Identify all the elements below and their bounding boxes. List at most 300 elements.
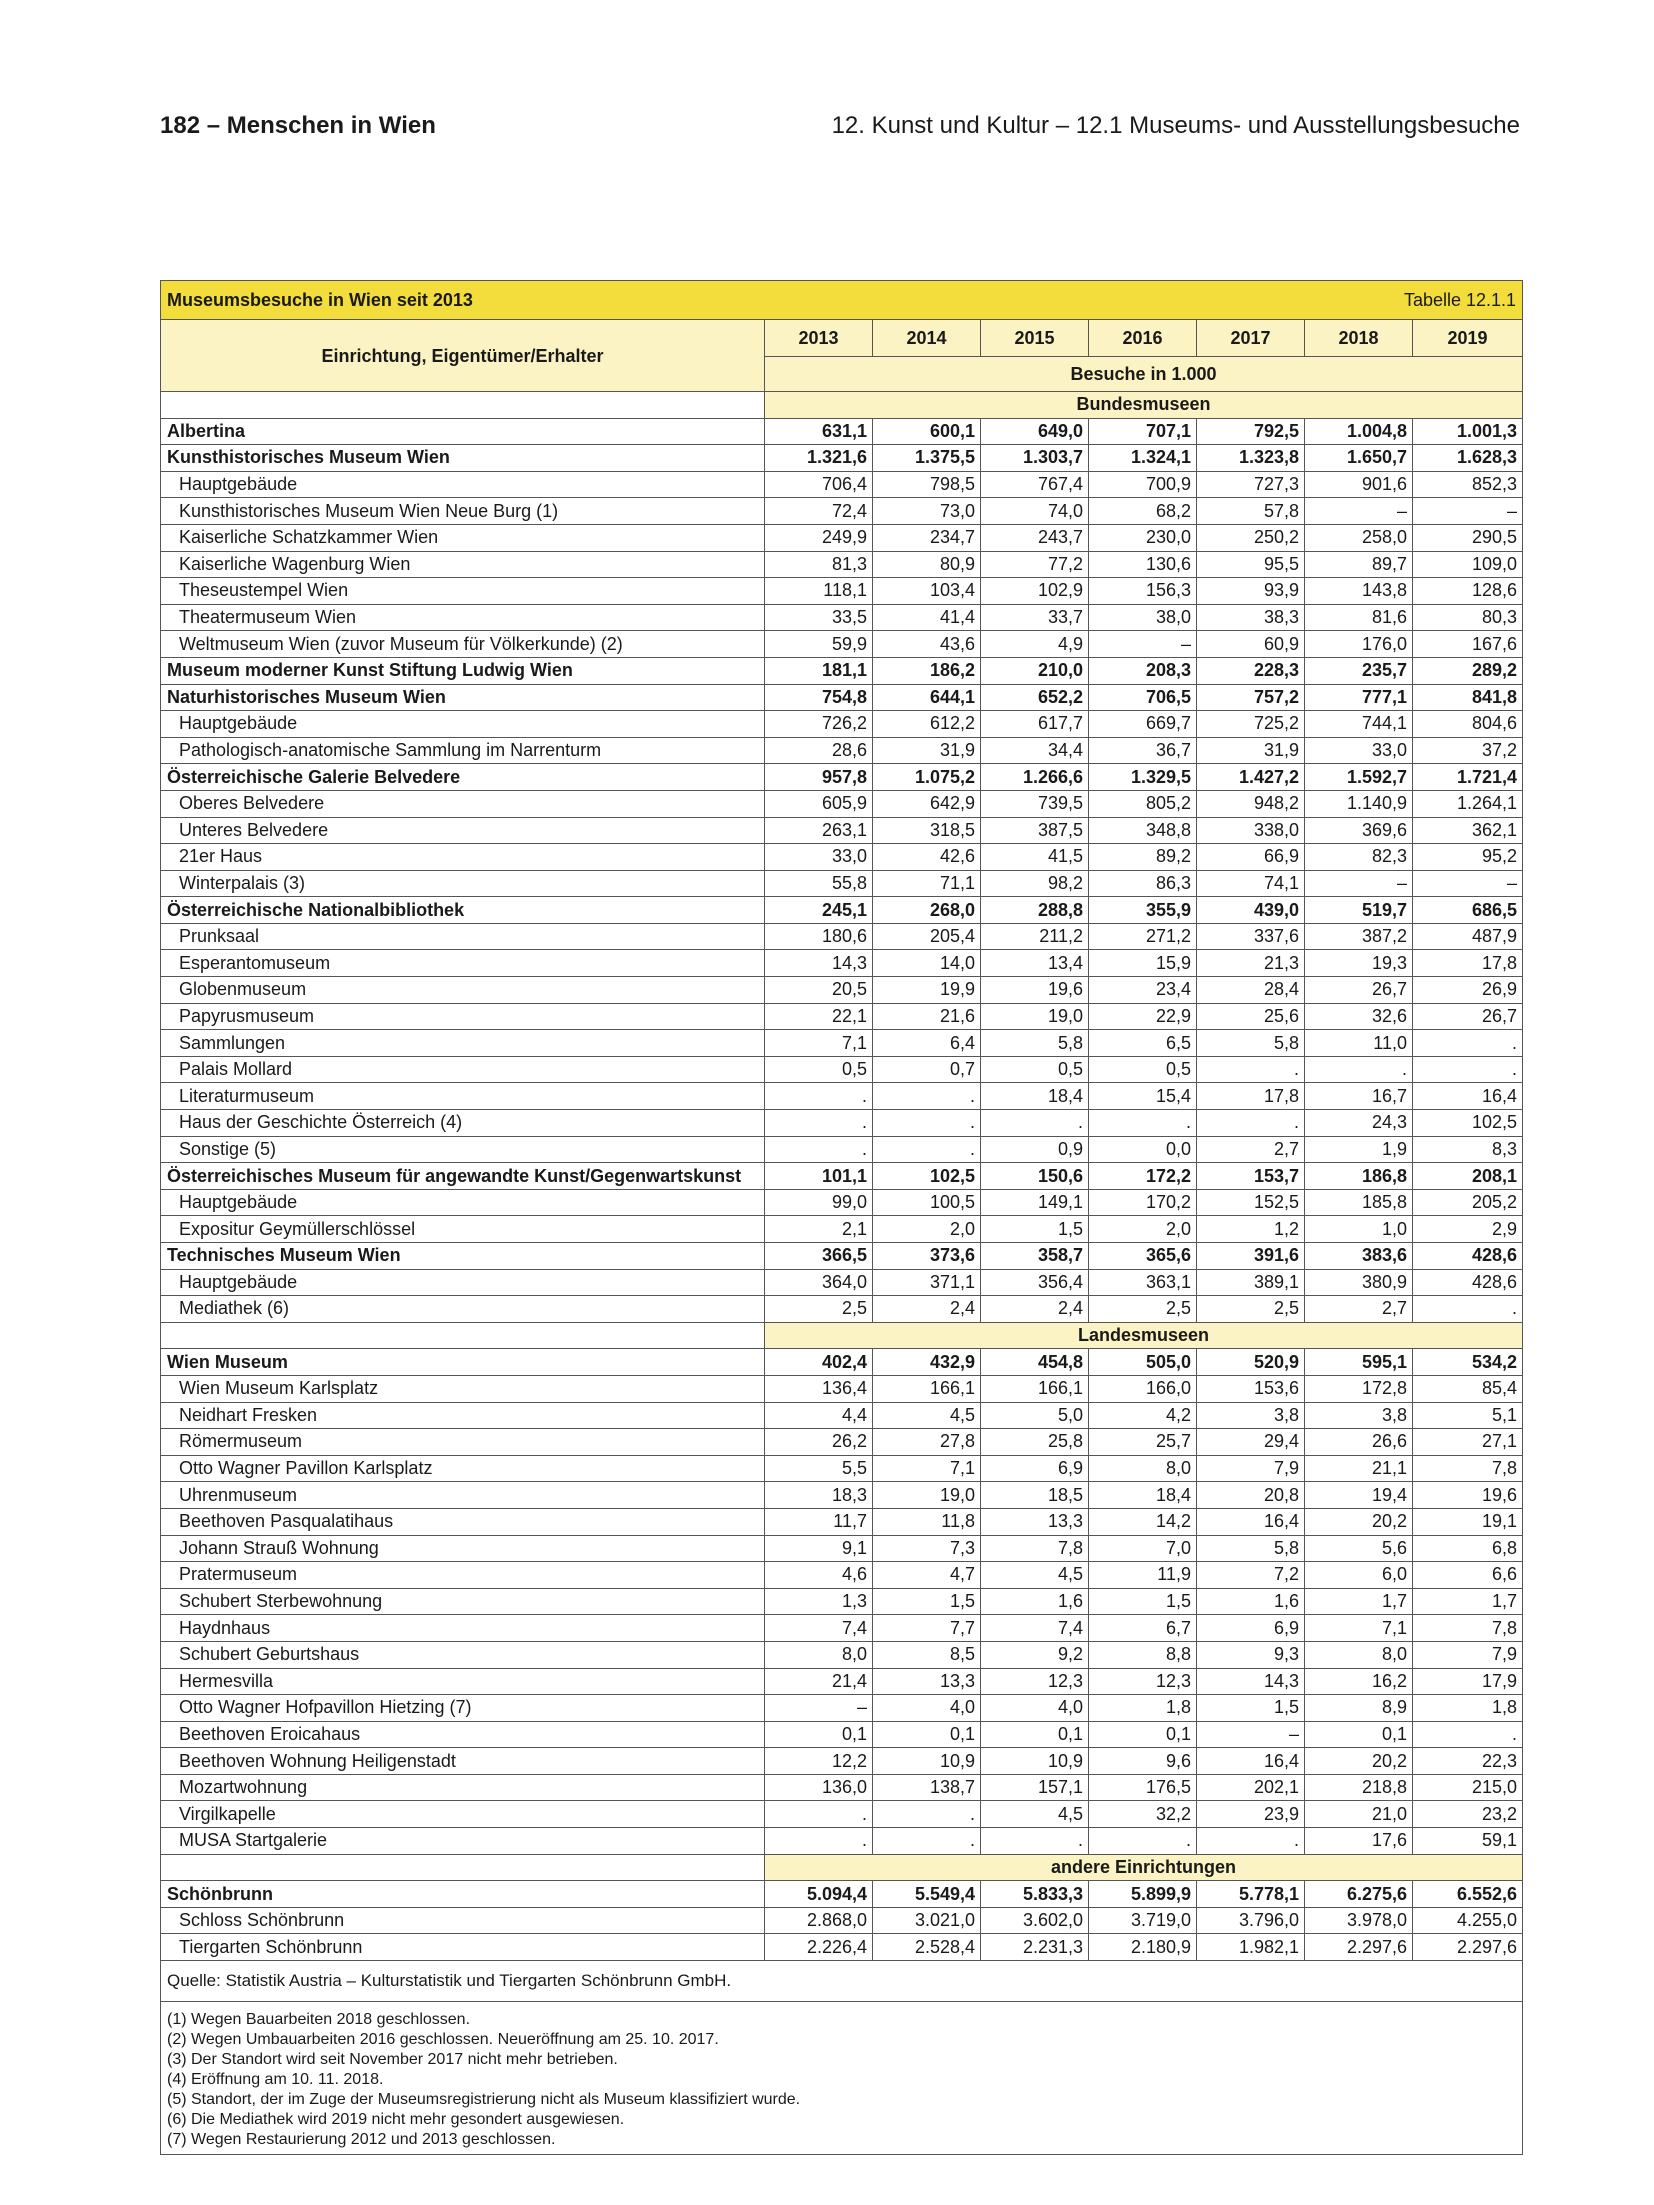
page-header <box>160 112 1520 148</box>
value-cell: 205,4 <box>873 923 981 950</box>
value-cell: 15,4 <box>1089 1083 1197 1110</box>
value-cell: 0,0 <box>1089 1136 1197 1163</box>
institution-label: Museum moderner Kunst Stiftung Ludwig Wien <box>161 657 765 684</box>
institution-label: Naturhistorisches Museum Wien <box>161 684 765 711</box>
value-cell: 1.323,8 <box>1197 445 1305 472</box>
value-cell: 649,0 <box>981 418 1089 445</box>
value-cell: 23,2 <box>1413 1801 1523 1828</box>
institution-label: Österreichisches Museum für angewandte Kunst/Gegenwartskunst <box>161 1163 765 1190</box>
table-row <box>161 817 1523 844</box>
value-cell: 5,6 <box>1305 1535 1413 1562</box>
value-cell: 0,9 <box>981 1136 1089 1163</box>
value-cell: 3.796,0 <box>1197 1907 1305 1934</box>
value-cell: 391,6 <box>1197 1243 1305 1270</box>
value-cell: 7,3 <box>873 1535 981 1562</box>
value-cell: 14,3 <box>1197 1668 1305 1695</box>
value-cell: 804,6 <box>1413 711 1523 738</box>
value-cell: 19,9 <box>873 977 981 1004</box>
value-cell: 5.833,3 <box>981 1881 1089 1908</box>
value-cell: 948,2 <box>1197 790 1305 817</box>
value-cell: 3.021,0 <box>873 1907 981 1934</box>
institution-label: MUSA Startgalerie <box>161 1828 765 1855</box>
value-cell: 631,1 <box>765 418 873 445</box>
value-cell: 2.528,4 <box>873 1934 981 1961</box>
value-cell: 1.375,5 <box>873 445 981 472</box>
value-cell: 16,7 <box>1305 1083 1413 1110</box>
year-header-row <box>161 320 1523 357</box>
value-cell: 100,5 <box>873 1189 981 1216</box>
value-cell: 387,5 <box>981 817 1089 844</box>
value-cell: 19,6 <box>1413 1482 1523 1509</box>
value-cell: 74,0 <box>981 498 1089 525</box>
source-row <box>161 1961 1523 2002</box>
value-cell: 1,5 <box>1089 1588 1197 1615</box>
institution-label: Uhrenmuseum <box>161 1482 765 1509</box>
value-cell: 2,7 <box>1197 1136 1305 1163</box>
value-cell: 33,5 <box>765 604 873 631</box>
value-cell: 1.266,6 <box>981 764 1089 791</box>
value-cell: 852,3 <box>1413 471 1523 498</box>
value-cell: 10,9 <box>981 1748 1089 1775</box>
value-cell: 364,0 <box>765 1269 873 1296</box>
institution-label: Sammlungen <box>161 1030 765 1057</box>
table-row <box>161 578 1523 605</box>
value-cell: 22,9 <box>1089 1003 1197 1030</box>
value-cell: 82,3 <box>1305 844 1413 871</box>
value-cell: 31,9 <box>1197 737 1305 764</box>
section-spacer <box>161 1322 765 1349</box>
institution-label: Haus der Geschichte Österreich (4) <box>161 1110 765 1137</box>
value-cell: 3.719,0 <box>1089 1907 1197 1934</box>
value-cell: 6.275,6 <box>1305 1881 1413 1908</box>
value-cell: 726,2 <box>765 711 873 738</box>
table-row <box>161 1296 1523 1323</box>
institution-label: Beethoven Eroicahaus <box>161 1721 765 1748</box>
table-row <box>161 1030 1523 1057</box>
value-cell: – <box>1413 498 1523 525</box>
value-cell: . <box>1413 1030 1523 1057</box>
value-cell: 26,7 <box>1305 977 1413 1004</box>
table-row <box>161 1615 1523 1642</box>
table-title: Museumsbesuche in Wien seit 2013 <box>167 290 473 310</box>
footnote: (1) Wegen Bauarbeiten 2018 geschlossen. <box>167 2011 471 2029</box>
value-cell: . <box>981 1828 1089 1855</box>
value-cell: 2.297,6 <box>1413 1934 1523 1961</box>
value-cell: 3,8 <box>1197 1402 1305 1429</box>
value-cell: 4.255,0 <box>1413 1907 1523 1934</box>
value-cell: 186,8 <box>1305 1163 1413 1190</box>
value-cell: 957,8 <box>765 764 873 791</box>
institution-label: Unteres Belvedere <box>161 817 765 844</box>
value-cell: 6,4 <box>873 1030 981 1057</box>
value-cell: 55,8 <box>765 870 873 897</box>
value-cell: 1.628,3 <box>1413 445 1523 472</box>
institution-label: Literaturmuseum <box>161 1083 765 1110</box>
section-spacer <box>161 1854 765 1881</box>
value-cell: 371,1 <box>873 1269 981 1296</box>
year-header: 2017 <box>1197 320 1305 357</box>
value-cell: 380,9 <box>1305 1269 1413 1296</box>
value-cell: 17,9 <box>1413 1668 1523 1695</box>
table-row <box>161 1641 1523 1668</box>
value-cell: 1.140,9 <box>1305 790 1413 817</box>
value-cell: – <box>1305 498 1413 525</box>
value-cell: – <box>765 1695 873 1722</box>
page-number-title: 182 – Menschen in Wien <box>160 112 436 139</box>
value-cell: 22,1 <box>765 1003 873 1030</box>
value-cell: 42,6 <box>873 844 981 871</box>
institution-label: Prunksaal <box>161 923 765 950</box>
table-row <box>161 657 1523 684</box>
value-cell: 727,3 <box>1197 471 1305 498</box>
value-cell: 7,9 <box>1197 1455 1305 1482</box>
table-row <box>161 977 1523 1004</box>
value-cell: 744,1 <box>1305 711 1413 738</box>
value-cell: 318,5 <box>873 817 981 844</box>
table-row <box>161 923 1523 950</box>
value-cell: 2.226,4 <box>765 1934 873 1961</box>
value-cell: 172,8 <box>1305 1375 1413 1402</box>
value-cell: 13,3 <box>873 1668 981 1695</box>
value-cell: 95,2 <box>1413 844 1523 871</box>
value-cell: 7,1 <box>765 1030 873 1057</box>
value-cell: 80,9 <box>873 551 981 578</box>
value-cell: 170,2 <box>1089 1189 1197 1216</box>
institution-label: Neidhart Fresken <box>161 1402 765 1429</box>
value-cell: 2.868,0 <box>765 1907 873 1934</box>
value-cell: 180,6 <box>765 923 873 950</box>
institution-label: Österreichische Nationalbibliothek <box>161 897 765 924</box>
value-cell: 767,4 <box>981 471 1089 498</box>
table-row <box>161 1535 1523 1562</box>
value-cell: 73,0 <box>873 498 981 525</box>
chapter-title: 12. Kunst und Kultur – 12.1 Museums- und Ausstellungsbesuche <box>831 112 1520 139</box>
value-cell: . <box>873 1110 981 1137</box>
section-spacer <box>161 392 765 419</box>
value-cell: 373,6 <box>873 1243 981 1270</box>
value-cell: 9,6 <box>1089 1748 1197 1775</box>
value-cell: 387,2 <box>1305 923 1413 950</box>
footnotes-row <box>161 2002 1523 2155</box>
value-cell: 1,5 <box>1197 1695 1305 1722</box>
value-cell: 1,8 <box>1089 1695 1197 1722</box>
table-row <box>161 1934 1523 1961</box>
value-cell: 27,8 <box>873 1429 981 1456</box>
value-cell: 149,1 <box>981 1189 1089 1216</box>
value-cell: 3,8 <box>1305 1402 1413 1429</box>
table-row <box>161 764 1523 791</box>
value-cell: 230,0 <box>1089 524 1197 551</box>
section-header-row <box>161 1322 1523 1349</box>
value-cell: 68,2 <box>1089 498 1197 525</box>
table-row <box>161 498 1523 525</box>
table-row <box>161 1429 1523 1456</box>
table-row <box>161 1349 1523 1376</box>
value-cell: 157,1 <box>981 1774 1089 1801</box>
value-cell: 739,5 <box>981 790 1089 817</box>
value-cell: . <box>873 1828 981 1855</box>
institution-label: Kunsthistorisches Museum Wien Neue Burg (1) <box>161 498 765 525</box>
value-cell: 706,4 <box>765 471 873 498</box>
value-cell: 128,6 <box>1413 578 1523 605</box>
value-cell: 150,6 <box>981 1163 1089 1190</box>
value-cell: 14,0 <box>873 950 981 977</box>
footnote: (3) Der Standort wird seit November 2017 nicht mehr betrieben. <box>167 2051 618 2069</box>
value-cell: 22,3 <box>1413 1748 1523 1775</box>
footnote: (4) Eröffnung am 10. 11. 2018. <box>167 2071 384 2089</box>
value-cell: . <box>981 1110 1089 1137</box>
institution-label: Pathologisch-anatomische Sammlung im Narrenturm <box>161 737 765 764</box>
value-cell: 102,9 <box>981 578 1089 605</box>
value-cell: 1.982,1 <box>1197 1934 1305 1961</box>
value-cell: 5.549,4 <box>873 1881 981 1908</box>
value-cell: 23,9 <box>1197 1801 1305 1828</box>
institution-label: Hermesvilla <box>161 1668 765 1695</box>
institution-label: Schubert Geburtshaus <box>161 1641 765 1668</box>
value-cell: – <box>1413 870 1523 897</box>
value-cell: 4,5 <box>873 1402 981 1429</box>
value-cell: 706,5 <box>1089 684 1197 711</box>
value-cell: 34,4 <box>981 737 1089 764</box>
value-cell: 18,4 <box>1089 1482 1197 1509</box>
value-cell: 166,0 <box>1089 1375 1197 1402</box>
value-cell: . <box>1089 1110 1197 1137</box>
footnotes <box>161 2002 1523 2155</box>
table-row <box>161 524 1523 551</box>
value-cell: 1.001,3 <box>1413 418 1523 445</box>
value-cell: 16,4 <box>1413 1083 1523 1110</box>
value-cell: 2,5 <box>765 1296 873 1323</box>
value-cell: 362,1 <box>1413 817 1523 844</box>
value-cell: 757,2 <box>1197 684 1305 711</box>
value-cell: 8,0 <box>1305 1641 1413 1668</box>
value-cell: 652,2 <box>981 684 1089 711</box>
value-cell: – <box>1089 631 1197 658</box>
year-header: 2016 <box>1089 320 1197 357</box>
value-cell: 136,0 <box>765 1774 873 1801</box>
section-title: Bundesmuseen <box>765 392 1523 419</box>
institution-label: Johann Strauß Wohnung <box>161 1535 765 1562</box>
value-cell: 8,8 <box>1089 1641 1197 1668</box>
table-row <box>161 1083 1523 1110</box>
table-row <box>161 1695 1523 1722</box>
value-cell: 725,2 <box>1197 711 1305 738</box>
value-cell: 21,4 <box>765 1668 873 1695</box>
table-row <box>161 1881 1523 1908</box>
value-cell: 32,2 <box>1089 1801 1197 1828</box>
value-cell: 43,6 <box>873 631 981 658</box>
value-cell: 605,9 <box>765 790 873 817</box>
value-cell: 98,2 <box>981 870 1089 897</box>
value-cell: 136,4 <box>765 1375 873 1402</box>
table-row <box>161 1774 1523 1801</box>
value-cell: 0,1 <box>765 1721 873 1748</box>
value-cell: 118,1 <box>765 578 873 605</box>
value-cell: 2,4 <box>981 1296 1089 1323</box>
value-cell: 101,1 <box>765 1163 873 1190</box>
value-cell: 11,8 <box>873 1508 981 1535</box>
value-cell: . <box>1089 1828 1197 1855</box>
value-cell: 243,7 <box>981 524 1089 551</box>
value-cell: 1.303,7 <box>981 445 1089 472</box>
value-cell: 2,0 <box>1089 1216 1197 1243</box>
value-cell: 6.552,6 <box>1413 1881 1523 1908</box>
value-cell: 1.592,7 <box>1305 764 1413 791</box>
value-cell: 7,4 <box>765 1615 873 1642</box>
value-cell: 4,0 <box>873 1695 981 1722</box>
value-cell: 2,5 <box>1089 1296 1197 1323</box>
value-cell: 211,2 <box>981 923 1089 950</box>
value-cell: 519,7 <box>1305 897 1413 924</box>
value-cell: 289,2 <box>1413 657 1523 684</box>
value-cell: 2.231,3 <box>981 1934 1089 1961</box>
value-cell: 33,0 <box>1305 737 1413 764</box>
table-row <box>161 1748 1523 1775</box>
value-cell: 102,5 <box>1413 1110 1523 1137</box>
value-cell: 5.899,9 <box>1089 1881 1197 1908</box>
value-cell: 4,5 <box>981 1801 1089 1828</box>
value-cell: 1,2 <box>1197 1216 1305 1243</box>
value-cell: . <box>873 1136 981 1163</box>
value-cell: 1,5 <box>873 1588 981 1615</box>
table-number: Tabelle 12.1.1 <box>1403 290 1517 310</box>
value-cell: 31,9 <box>873 737 981 764</box>
value-cell: 8,9 <box>1305 1695 1413 1722</box>
institution-label: Sonstige (5) <box>161 1136 765 1163</box>
value-cell: . <box>1413 1056 1523 1083</box>
table-row <box>161 604 1523 631</box>
table-row <box>161 737 1523 764</box>
value-cell: 1.329,5 <box>1089 764 1197 791</box>
value-cell: 74,1 <box>1197 870 1305 897</box>
value-cell: 80,3 <box>1413 604 1523 631</box>
footnote: (6) Die Mediathek wird 2019 nicht mehr gesondert ausgewiesen. <box>167 2111 625 2129</box>
value-cell: 669,7 <box>1089 711 1197 738</box>
value-cell: 644,1 <box>873 684 981 711</box>
institution-label: Mozartwohnung <box>161 1774 765 1801</box>
value-cell: 36,7 <box>1089 737 1197 764</box>
value-cell: 16,2 <box>1305 1668 1413 1695</box>
value-cell: 1.650,7 <box>1305 445 1413 472</box>
table-row <box>161 684 1523 711</box>
museum-visits-table <box>160 280 1523 2155</box>
value-cell: 66,9 <box>1197 844 1305 871</box>
value-cell: 2,9 <box>1413 1216 1523 1243</box>
value-cell: 93,9 <box>1197 578 1305 605</box>
table-row <box>161 897 1523 924</box>
table-row <box>161 1056 1523 1083</box>
value-cell: 356,4 <box>981 1269 1089 1296</box>
value-cell: 235,7 <box>1305 657 1413 684</box>
value-cell: 21,1 <box>1305 1455 1413 1482</box>
value-cell: 338,0 <box>1197 817 1305 844</box>
value-cell: 1.721,4 <box>1413 764 1523 791</box>
value-cell: . <box>765 1801 873 1828</box>
column-label-header: Einrichtung, Eigentümer/Erhalter <box>161 320 765 392</box>
institution-label: Esperantomuseum <box>161 950 765 977</box>
institution-label: 21er Haus <box>161 844 765 871</box>
value-cell: 172,2 <box>1089 1163 1197 1190</box>
value-cell: 9,3 <box>1197 1641 1305 1668</box>
value-cell: 8,0 <box>1089 1455 1197 1482</box>
value-cell: 0,1 <box>873 1721 981 1748</box>
value-cell: 41,4 <box>873 604 981 631</box>
value-cell: 0,7 <box>873 1056 981 1083</box>
institution-label: Hauptgebäude <box>161 1189 765 1216</box>
institution-label: Hauptgebäude <box>161 1269 765 1296</box>
table-row <box>161 1375 1523 1402</box>
value-cell: 156,3 <box>1089 578 1197 605</box>
value-cell: 166,1 <box>873 1375 981 1402</box>
value-cell: 792,5 <box>1197 418 1305 445</box>
value-cell: 0,1 <box>1089 1721 1197 1748</box>
value-cell: 81,6 <box>1305 604 1413 631</box>
value-cell: 4,2 <box>1089 1402 1197 1429</box>
value-cell: 6,7 <box>1089 1615 1197 1642</box>
value-cell: 25,7 <box>1089 1429 1197 1456</box>
value-cell: 245,1 <box>765 897 873 924</box>
source-note: Quelle: Statistik Austria – Kulturstatistik und Tiergarten Schönbrunn GmbH. <box>161 1961 1523 2002</box>
value-cell: 2,5 <box>1197 1296 1305 1323</box>
value-cell: 487,9 <box>1413 923 1523 950</box>
institution-label: Otto Wagner Pavillon Karlsplatz <box>161 1455 765 1482</box>
value-cell: 7,0 <box>1089 1535 1197 1562</box>
table-row <box>161 551 1523 578</box>
value-cell: . <box>765 1110 873 1137</box>
value-cell: . <box>765 1136 873 1163</box>
value-cell: 4,4 <box>765 1402 873 1429</box>
value-cell: 6,9 <box>981 1455 1089 1482</box>
value-cell: 534,2 <box>1413 1349 1523 1376</box>
value-cell: 6,5 <box>1089 1030 1197 1057</box>
value-cell: 432,9 <box>873 1349 981 1376</box>
table-title-row <box>161 281 1523 320</box>
table-row <box>161 1269 1523 1296</box>
value-cell: . <box>873 1801 981 1828</box>
value-cell: 1.264,1 <box>1413 790 1523 817</box>
value-cell: 1,6 <box>1197 1588 1305 1615</box>
institution-label: Beethoven Wohnung Heiligenstadt <box>161 1748 765 1775</box>
value-cell: 20,5 <box>765 977 873 1004</box>
value-cell: 6,9 <box>1197 1615 1305 1642</box>
value-cell: 26,7 <box>1413 1003 1523 1030</box>
institution-label: Österreichische Galerie Belvedere <box>161 764 765 791</box>
table-row <box>161 1588 1523 1615</box>
table-row <box>161 844 1523 871</box>
value-cell: 59,9 <box>765 631 873 658</box>
value-cell: 4,0 <box>981 1695 1089 1722</box>
value-cell: . <box>1197 1056 1305 1083</box>
value-cell: 72,4 <box>765 498 873 525</box>
institution-label: Otto Wagner Hofpavillon Hietzing (7) <box>161 1695 765 1722</box>
value-cell: 13,3 <box>981 1508 1089 1535</box>
footnote: (7) Wegen Restaurierung 2012 und 2013 geschlossen. <box>167 2131 556 2149</box>
value-cell: 18,3 <box>765 1482 873 1509</box>
institution-label: Schubert Sterbewohnung <box>161 1588 765 1615</box>
value-cell: 1.324,1 <box>1089 445 1197 472</box>
value-cell: 366,5 <box>765 1243 873 1270</box>
value-cell: 2,1 <box>765 1216 873 1243</box>
value-cell: 337,6 <box>1197 923 1305 950</box>
value-cell: 1,7 <box>1305 1588 1413 1615</box>
value-cell: . <box>765 1083 873 1110</box>
value-cell: 19,0 <box>873 1482 981 1509</box>
value-cell: 454,8 <box>981 1349 1089 1376</box>
section-header-row <box>161 1854 1523 1881</box>
institution-label: Hauptgebäude <box>161 711 765 738</box>
value-cell: 2,7 <box>1305 1296 1413 1323</box>
value-cell: 402,4 <box>765 1349 873 1376</box>
